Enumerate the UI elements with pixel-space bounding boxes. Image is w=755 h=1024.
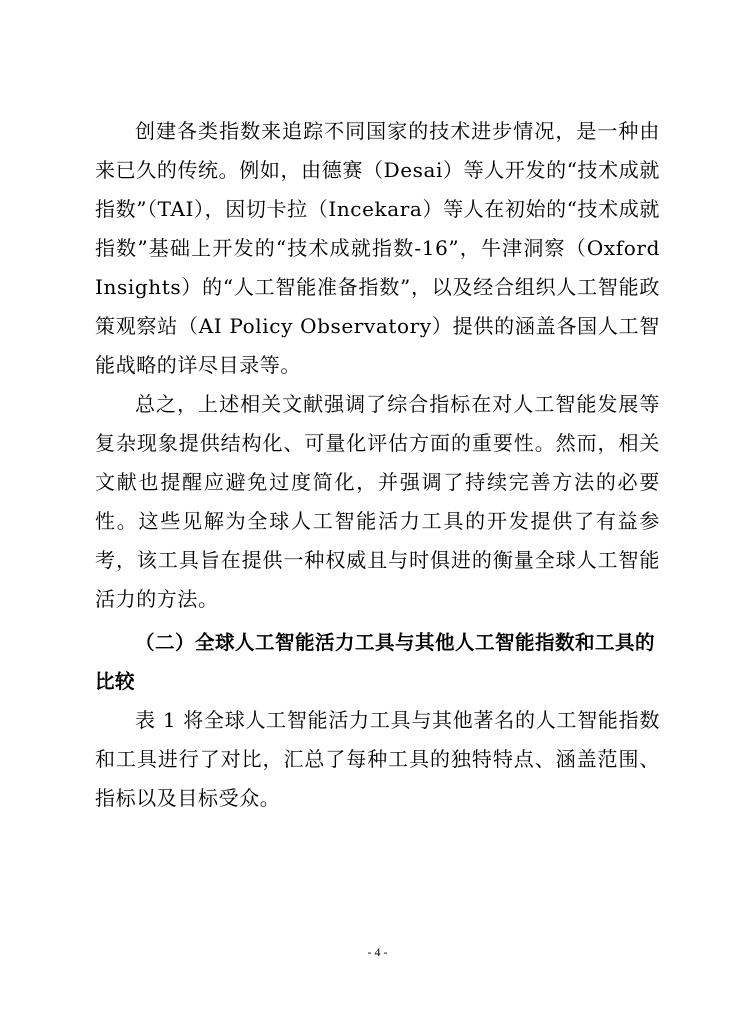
- section-heading: （二）全球人工智能活力工具与其他人工智能指数和工具的比较: [95, 631, 656, 693]
- paragraph-indices-tradition: 创建各类指数来追踪不同国家的技术进步情况，是一种由来已久的传统。例如，由德赛（Desai）等人开发的“技术成就指数”（TAI），因切卡拉（Incekara）等人在初始的“技术成就指数”基础上开发的“技术成就指数-16”，牛津洞察（Oxford Insights）的“人工智能准备指数”，以及经合组织人工智能政策观察站（AI Policy Observatory）提供的涵盖各国人工智能战略的详尽目录等。: [95, 119, 660, 377]
- page-number: - 4 -: [367, 945, 388, 959]
- paragraph-table-intro: 表 1 将全球人工智能活力工具与其他著名的人工智能指数和工具进行了对比，汇总了每种工具的独特特点、涵盖范围、指标以及目标受众。: [95, 708, 660, 810]
- page-content: [95, 112, 660, 818]
- paragraph-summary: 总之，上述相关文献强调了综合指标在对人工智能发展等复杂现象提供结构化、可量化评估方面的重要性。然而，相关文献也提醒应避免过度简化，并强调了持续完善方法的必要性。这些见解为全球人工智能活力工具的开发提供了有益参考，该工具旨在提供一种权威且与时俱进的衡量全球人工智能活力的方法。: [95, 392, 660, 611]
